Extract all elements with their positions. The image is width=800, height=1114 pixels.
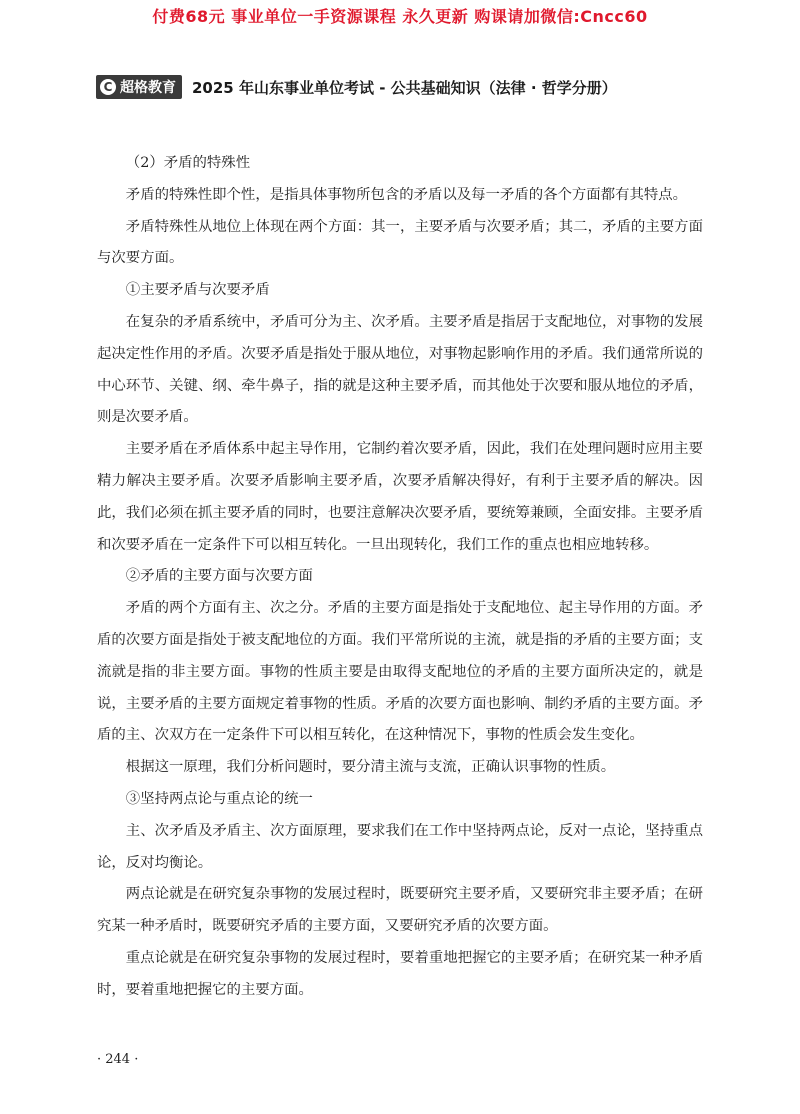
logo-icon: C (100, 79, 116, 95)
logo-text: 超格教育 (120, 80, 176, 96)
subsection-heading: ①主要矛盾与次要矛盾 (125, 282, 270, 299)
section-heading: （2）矛盾的特殊性 (125, 155, 251, 171)
paragraph: 矛盾特殊性从地位上体现在两个方面：其一，主要矛盾与次要矛盾；其二，矛盾的主要方面与次要方面。 (97, 218, 703, 267)
paragraph: 在复杂的矛盾系统中，矛盾可分为主、次矛盾。主要矛盾是指居于支配地位，对事物的发展起决定性作用的矛盾。次要矛盾是指处于服从地位，对事物起影响作用的矛盾。我们通常所说的中心环节、关键、纲、牵牛鼻子，指的就是这种主要矛盾，而其他处于次要和服从地位的矛盾，则是次要矛盾。 (97, 313, 703, 426)
paragraph: 两点论就是在研究复杂事物的发展过程时，既要研究主要矛盾，又要研究非主要矛盾；在研究某一种矛盾时，既要研究矛盾的主要方面，又要研究矛盾的次要方面。 (97, 886, 703, 935)
paragraph: 重点论就是在研究复杂事物的发展过程时，要着重地把握它的主要矛盾；在研究某一种矛盾时，要着重地把握它的主要方面。 (97, 949, 703, 998)
paragraph: 矛盾的特殊性即个性，是指具体事物所包含的矛盾以及每一矛盾的各个方面都有其特点。 (125, 186, 688, 203)
subsection-heading: ③坚持两点论与重点论的统一 (125, 790, 313, 807)
paragraph: 根据这一原理，我们分析问题时，要分清主流与支流，正确认识事物的性质。 (125, 759, 616, 776)
book-title: 2025 年山东事业单位考试 - 公共基础知识（法律 · 哲学分册） (192, 78, 617, 97)
paragraph: 矛盾的两个方面有主、次之分。矛盾的主要方面是指处于支配地位、起主导作用的方面。矛盾的次要方面是指处于被支配地位的方面。我们平常所说的主流，就是指的矛盾的主要方面；支流就是指的非主要方面。事物的性质主要是由取得支配地位的矛盾的主要方面所决定的，就是说，主要矛盾的主要方面规定着事物的性质。矛盾的次要方面也影响、制约矛盾的主要方面。矛盾的主、次双方在一定条件下可以相互转化，在这种情况下，事物的性质会发生变化。 (97, 600, 703, 744)
subsection-heading: ②矛盾的主要方面与次要方面 (125, 568, 313, 585)
paragraph: 主、次矛盾及矛盾主、次方面原理，要求我们在工作中坚持两点论，反对一点论，坚持重点论，反对均衡论。 (97, 822, 703, 871)
paragraph: 主要矛盾在矛盾体系中起主导作用，它制约着次要矛盾，因此，我们在处理问题时应用主要精力解决主要矛盾。次要矛盾影响主要矛盾，次要矛盾解决得好，有利于主要矛盾的解决。因此，我们必须在抓主要矛盾的同时，也要注意解决次要矛盾，要统筹兼顾，全面安排。主要矛盾和次要矛盾在一定条件下可以相互转化。一旦出现转化，我们工作的重点也相应地转移。 (97, 441, 703, 553)
page-header (96, 75, 617, 99)
page-number: · 244 · (97, 1052, 139, 1067)
watermark-banner: 付费68元 事业单位一手资源课程 永久更新 购课请加微信:Cncc60 (152, 7, 648, 26)
page-body (97, 148, 703, 1007)
publisher-logo (96, 75, 182, 99)
